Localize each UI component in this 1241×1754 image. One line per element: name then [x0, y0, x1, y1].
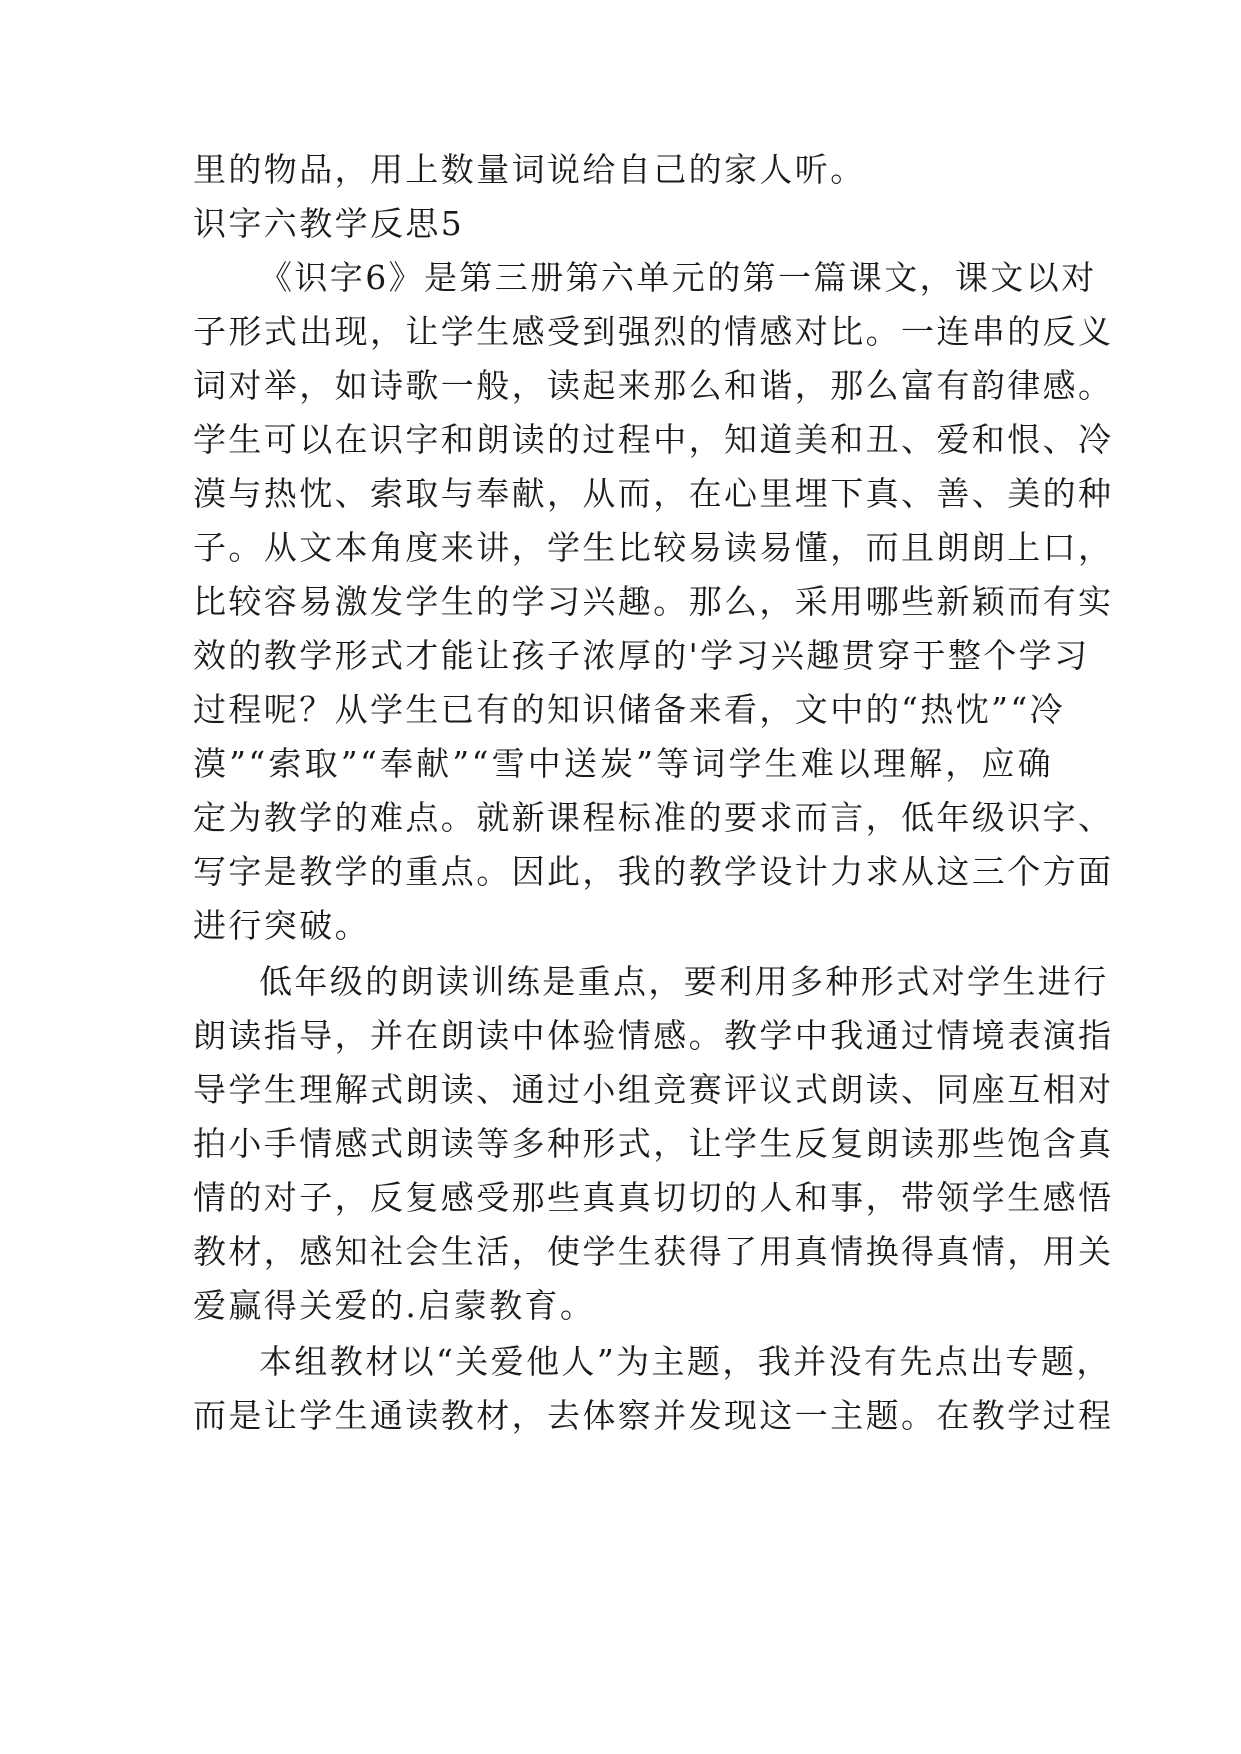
text-line: 词对举，如诗歌一般，读起来那么和谐，那么富有韵律感。: [193, 366, 1114, 405]
text-line: 子形式出现，让学生感受到强烈的情感对比。一连串的反义: [193, 312, 1114, 351]
text-line: 而是让学生通读教材，去体察并发现这一主题。在教学过程: [193, 1396, 1114, 1435]
text-line: 里的物品，用上数量词说给自己的家人听。: [193, 150, 866, 189]
text-line: 比较容易激发学生的学习兴趣。那么，采用哪些新颖而有实: [193, 582, 1114, 621]
text-line: 写字是教学的重点。因此，我的教学设计力求从这三个方面: [193, 852, 1114, 891]
section-heading: 识字六教学反思5: [193, 204, 465, 243]
text-line: 爱赢得关爱的.启蒙教育。: [193, 1286, 596, 1325]
text-line: 效的教学形式才能让孩子浓厚的'学习兴趣贯穿于整个学习: [193, 636, 1090, 675]
text-line: 子。从文本角度来讲，学生比较易读易懂，而且朗朗上口，: [193, 528, 1114, 567]
text-line: 教材，感知社会生活，使学生获得了用真情换得真情，用关: [193, 1232, 1114, 1271]
text-line: 漠”“索取”“奉献”“雪中送炭”等词学生难以理解，应确: [193, 744, 1053, 783]
text-line: 情的对子，反复感受那些真真切切的人和事，带领学生感悟: [193, 1178, 1114, 1217]
text-line: 进行突破。: [193, 906, 370, 945]
text-line: 过程呢？从学生已有的知识储备来看，文中的“热忱”“冷: [193, 690, 1066, 729]
text-line: 《识字6》是第三册第六单元的第一篇课文，课文以对: [259, 258, 1097, 297]
text-line: 低年级的朗读训练是重点，要利用多种形式对学生进行: [259, 962, 1109, 1001]
text-line: 漠与热忱、索取与奉献，从而，在心里埋下真、善、美的种: [193, 474, 1114, 513]
text-line: 本组教材以“关爱他人”为主题，我并没有先点出专题，: [259, 1342, 1112, 1381]
text-line: 朗读指导，并在朗读中体验情感。教学中我通过情境表演指: [193, 1016, 1114, 1055]
text-line: 导学生理解式朗读、通过小组竞赛评议式朗读、同座互相对: [193, 1070, 1114, 1109]
text-line: 学生可以在识字和朗读的过程中，知道美和丑、爱和恨、冷: [193, 420, 1114, 459]
text-line: 拍小手情感式朗读等多种形式，让学生反复朗读那些饱含真: [193, 1124, 1114, 1163]
text-line: 定为教学的难点。就新课程标准的要求而言，低年级识字、: [193, 798, 1114, 837]
